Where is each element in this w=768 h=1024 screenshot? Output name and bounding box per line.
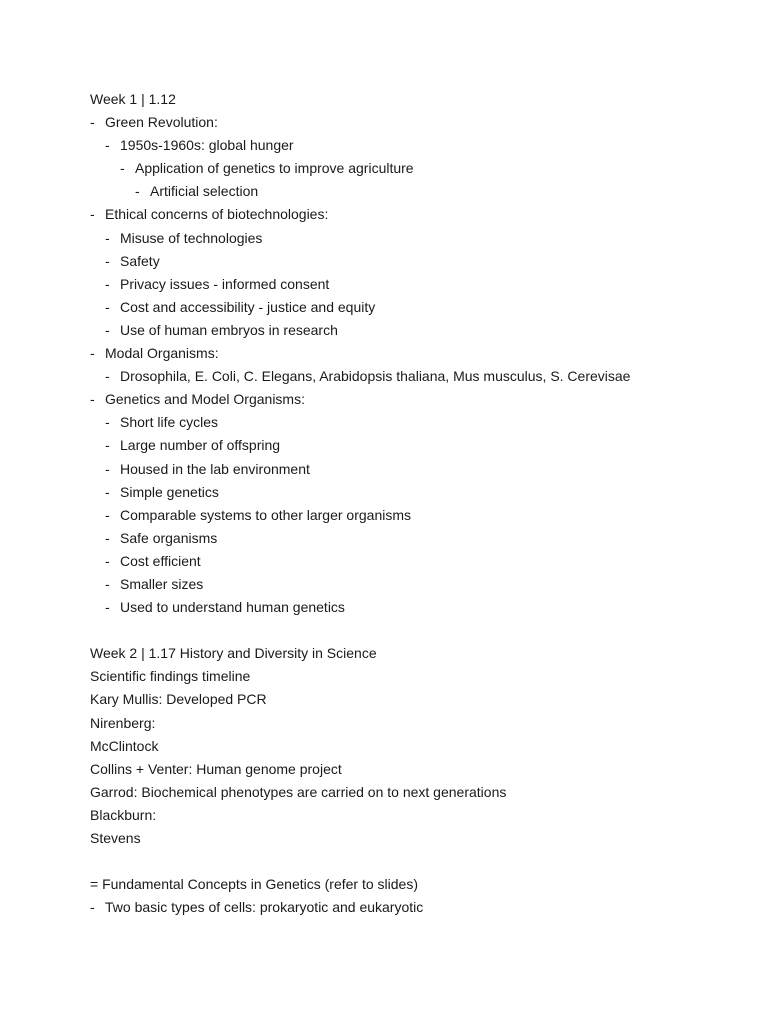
bullet-item bbox=[90, 365, 730, 388]
bullet-item bbox=[90, 111, 730, 134]
bullet-item bbox=[90, 388, 730, 411]
line-text: Application of genetics to improve agriculture bbox=[135, 160, 414, 177]
bullet-dash: - bbox=[90, 206, 95, 223]
line-text: McClintock bbox=[90, 737, 159, 754]
bullet-item bbox=[90, 250, 730, 273]
line-text: Cost and accessibility - justice and equity bbox=[120, 298, 376, 315]
text-line bbox=[90, 712, 730, 735]
bullet-item bbox=[90, 273, 730, 296]
line-text: 1950s-1960s: global hunger bbox=[120, 137, 294, 154]
line-text: Artificial selection bbox=[150, 183, 259, 200]
line-text: Week 1 | 1.12 bbox=[90, 91, 176, 107]
line-text: Blackburn: bbox=[90, 806, 157, 823]
line-text: Large number of offspring bbox=[120, 437, 281, 454]
bullet-item bbox=[90, 203, 730, 226]
line-text: Smaller sizes bbox=[120, 575, 204, 592]
bullet-dash: - bbox=[105, 506, 110, 523]
blank-line bbox=[90, 850, 730, 873]
bullet-dash: - bbox=[105, 229, 110, 246]
notes-body bbox=[90, 88, 730, 919]
bullet-dash: - bbox=[135, 183, 140, 200]
bullet-dash: - bbox=[105, 483, 110, 500]
line-text: Two basic types of cells: prokaryotic and eukaryotic bbox=[105, 899, 424, 916]
bullet-item bbox=[90, 342, 730, 365]
line-text: Week 2 | 1.17 History and Diversity in Science bbox=[90, 645, 377, 662]
bullet-item bbox=[90, 573, 730, 596]
line-text: Safety bbox=[120, 252, 160, 269]
line-text: Safe organisms bbox=[120, 529, 218, 546]
line-text: Nirenberg: bbox=[90, 714, 156, 731]
bullet-dash: - bbox=[105, 529, 110, 546]
line-text: Green Revolution: bbox=[105, 114, 218, 131]
bullet-dash: - bbox=[105, 460, 110, 477]
bullet-dash: - bbox=[105, 275, 110, 292]
line-text: Kary Mullis: Developed PCR bbox=[90, 691, 267, 708]
text-line bbox=[90, 688, 730, 711]
bullet-dash: - bbox=[90, 114, 95, 131]
bullet-dash: - bbox=[105, 368, 110, 385]
bullet-dash: - bbox=[105, 599, 110, 616]
line-text: Privacy issues - informed consent bbox=[120, 275, 330, 292]
text-line bbox=[90, 804, 730, 827]
bullet-dash: - bbox=[105, 321, 110, 338]
bullet-item bbox=[90, 527, 730, 550]
bullet-dash: - bbox=[105, 137, 110, 154]
text-line bbox=[90, 873, 730, 896]
bullet-dash: - bbox=[105, 252, 110, 269]
bullet-item bbox=[90, 596, 730, 619]
bullet-dash: - bbox=[105, 575, 110, 592]
bullet-item bbox=[90, 411, 730, 434]
line-text: Short life cycles bbox=[120, 414, 219, 431]
line-text: Cost efficient bbox=[120, 552, 201, 569]
bullet-dash: - bbox=[105, 414, 110, 431]
text-line bbox=[90, 827, 730, 850]
bullet-item bbox=[90, 434, 730, 457]
line-text: Collins + Venter: Human genome project bbox=[90, 760, 342, 777]
line-text: Stevens bbox=[90, 830, 141, 846]
line-text: = Fundamental Concepts in Genetics (refer to slides) bbox=[90, 876, 418, 893]
line-text: Misuse of technologies bbox=[120, 229, 263, 246]
bullet-item bbox=[90, 319, 730, 342]
bullet-item bbox=[90, 227, 730, 250]
bullet-item bbox=[90, 896, 730, 919]
line-text: Comparable systems to other larger organisms bbox=[120, 506, 412, 523]
text-line bbox=[90, 665, 730, 688]
bullet-dash: - bbox=[120, 160, 125, 177]
text-line bbox=[90, 642, 730, 665]
text-line bbox=[90, 781, 730, 804]
text-line bbox=[90, 88, 730, 111]
text-line bbox=[90, 735, 730, 758]
bullet-item bbox=[90, 481, 730, 504]
line-text: Use of human embryos in research bbox=[120, 321, 338, 338]
bullet-item bbox=[90, 458, 730, 481]
line-text: Garrod: Biochemical phenotypes are carried on to next generations bbox=[90, 783, 507, 800]
bullet-dash: - bbox=[90, 345, 95, 362]
line-text: Drosophila, E. Coli, C. Elegans, Arabidopsis thaliana, Mus musculus, S. Cerevisae bbox=[120, 368, 631, 385]
bullet-dash: - bbox=[105, 298, 110, 315]
line-text: Ethical concerns of biotechnologies: bbox=[105, 206, 329, 223]
text-line bbox=[90, 758, 730, 781]
bullet-dash: - bbox=[105, 437, 110, 454]
line-text: Used to understand human genetics bbox=[120, 599, 345, 616]
bullet-item bbox=[90, 550, 730, 573]
line-text: Modal Organisms: bbox=[105, 345, 219, 362]
line-text: Genetics and Model Organisms: bbox=[105, 391, 305, 408]
bullet-dash: - bbox=[90, 391, 95, 408]
line-text: Scientific findings timeline bbox=[90, 668, 251, 685]
bullet-item bbox=[90, 157, 730, 180]
bullet-item bbox=[90, 296, 730, 319]
blank-line bbox=[90, 619, 730, 642]
line-text: Housed in the lab environment bbox=[120, 460, 310, 477]
bullet-item bbox=[90, 180, 730, 203]
line-text: Simple genetics bbox=[120, 483, 219, 500]
bullet-item bbox=[90, 504, 730, 527]
bullet-item bbox=[90, 134, 730, 157]
bullet-dash: - bbox=[105, 552, 110, 569]
bullet-dash: - bbox=[90, 899, 95, 916]
